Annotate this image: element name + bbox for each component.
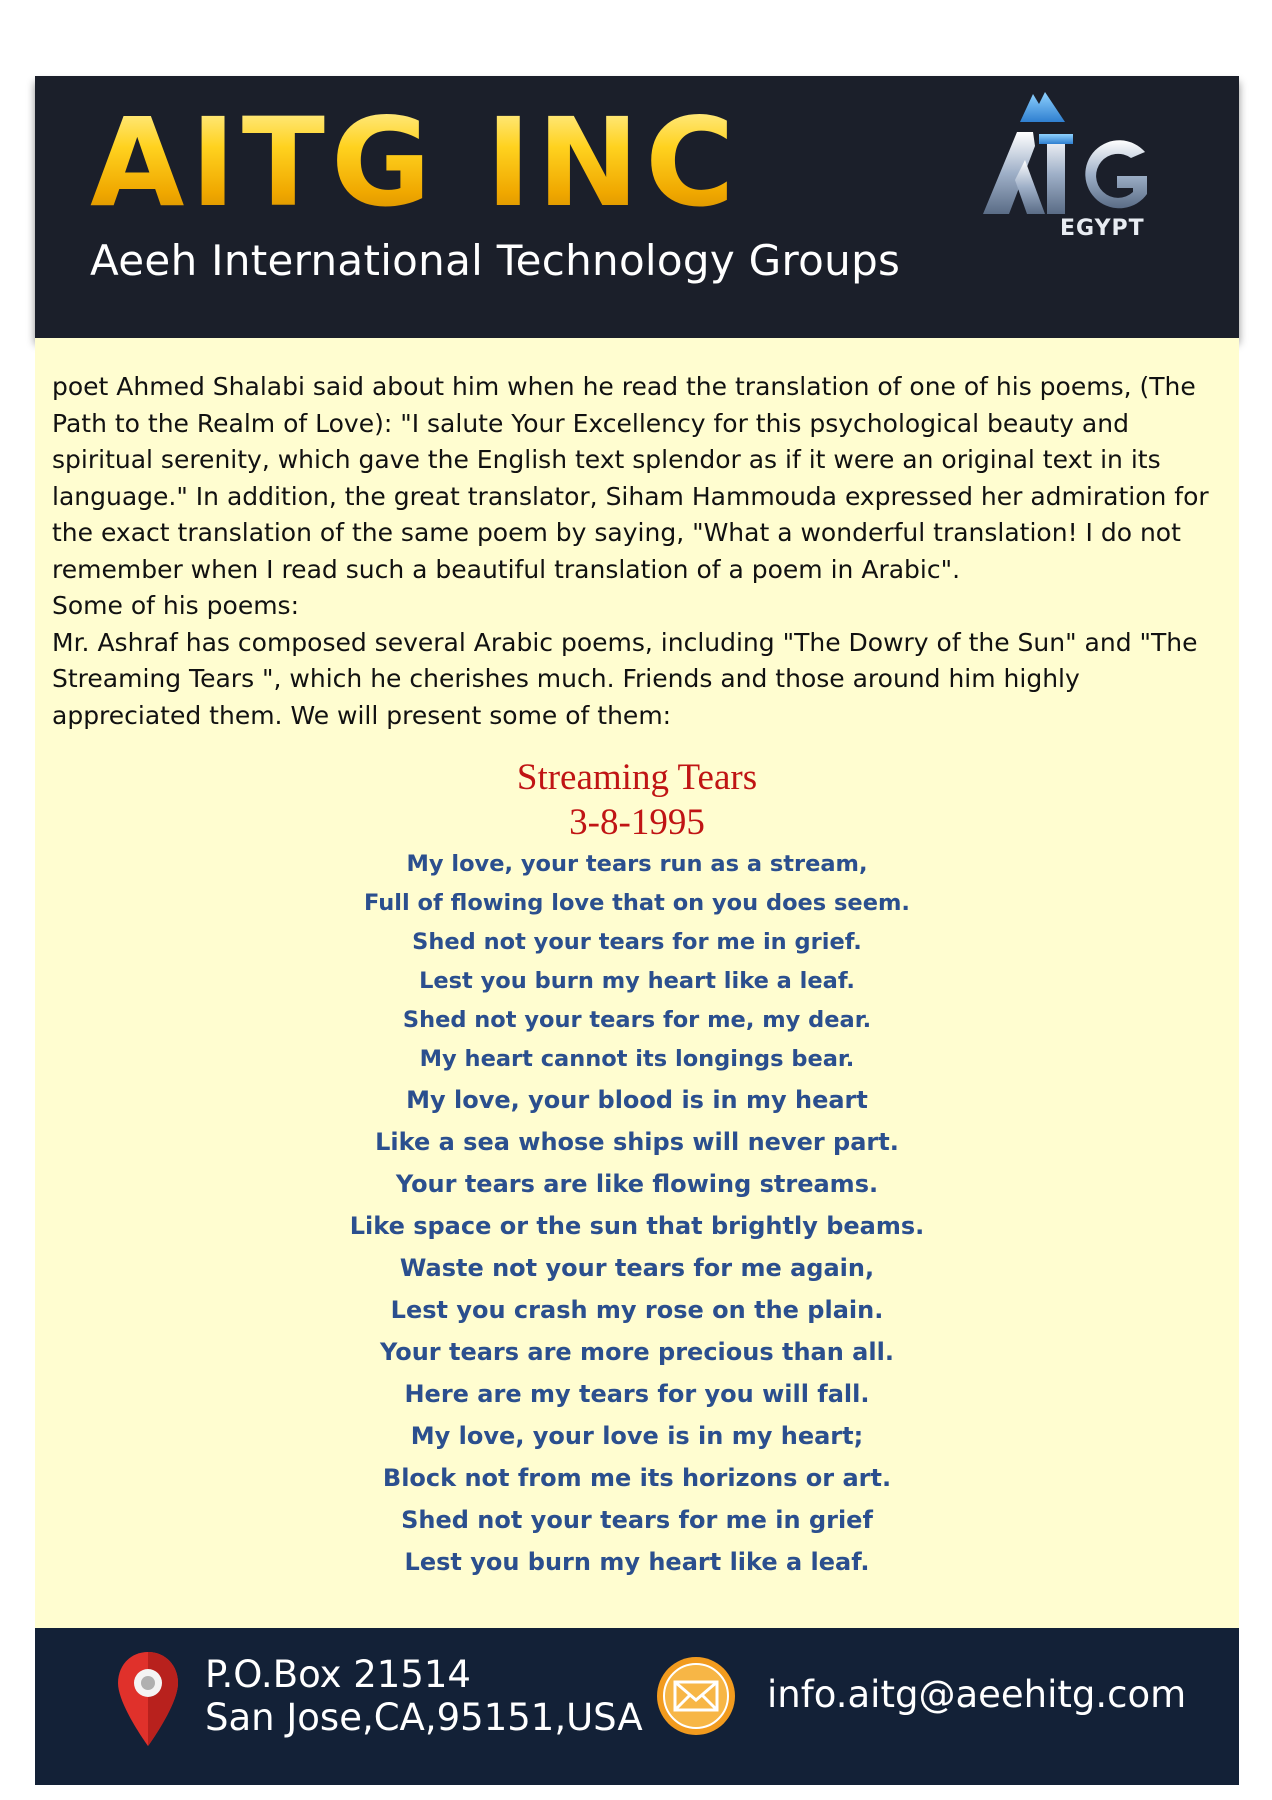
poem-line: Shed not your tears for me in grief [401, 1506, 873, 1534]
poem-line: Shed not your tears for me, my dear. [402, 1007, 872, 1033]
poem-line: My love, your blood is in my heart [406, 1086, 868, 1114]
poem-line: Your tears are more precious than all. [380, 1338, 894, 1366]
address-line: P.O.Box 21514 [205, 1653, 471, 1696]
brand-tagline: Aeeh International Technology Groups [90, 236, 901, 285]
article-text [52, 369, 1232, 734]
poem-line: Your tears are like flowing streams. [395, 1170, 879, 1198]
poem-date: 3-8-1995 [569, 802, 705, 843]
poem-line: Shed not your tears for me in grief. [412, 929, 862, 955]
poem-line: My love, your love is in my heart; [410, 1422, 864, 1450]
paragraph-praise: poet Ahmed Shalabi said about him when he read the translation of one of his poems, (The Path to the Realm of Love): "I salute Your Excellency for this psychological beauty and spiritual serenity, which gave the English text splendor as if it were an original text in its language." In addition, the great translator, Siham Hammouda expressed her admiration for the exact translation of the same poem by saying, "What a wonderful translation! I do not remember when I read such a beautiful translation of a poem in Arabic". [52, 372, 1209, 584]
poem-title: Streaming Tears [516, 757, 758, 798]
address-line: San Jose,CA,95151,USA [205, 1696, 643, 1739]
poem-line: Lest you burn my heart like a leaf. [419, 968, 855, 994]
poem-line: Waste not your tears for me again, [399, 1254, 875, 1282]
poem-line: Lest you burn my heart like a leaf. [404, 1548, 870, 1576]
article-body [35, 338, 1239, 1628]
poem-line: Like a sea whose ships will never part. [375, 1128, 899, 1156]
poem-lines [35, 845, 1239, 1583]
poem-line: Here are my tears for you will fall. [404, 1380, 870, 1408]
poem-line: Block not from me its horizons or art. [382, 1464, 892, 1492]
postal-address [205, 1653, 643, 1739]
paragraph-poems-intro: Mr. Ashraf has composed several Arabic poems, including "The Dowry of the Sun" and "The Streaming Tears ", which he cherishes much. Friends and those around him highly appreciated them. We will present some of them: [52, 627, 1198, 730]
poem-line: Lest you crash my rose on the plain. [390, 1296, 884, 1324]
logo-caption: EGYPT [1060, 216, 1145, 241]
envelope-icon [655, 1655, 737, 1737]
location-pin-icon [115, 1650, 181, 1750]
poem-line: My heart cannot its longings bear. [419, 1046, 855, 1072]
poem-line: My love, your tears run as a stream, [406, 851, 868, 877]
brand-name: AITG INC [90, 92, 741, 234]
section-heading: Some of his poems: [52, 591, 299, 620]
footer-contact [35, 1628, 1239, 1785]
header-banner [35, 76, 1239, 338]
contact-email[interactable]: info.aitg@aeehitg.com [767, 1673, 1187, 1716]
poem-line: Like space or the sun that brightly beams. [349, 1212, 925, 1240]
poem-line: Full of flowing love that on you does seem. [364, 890, 910, 916]
